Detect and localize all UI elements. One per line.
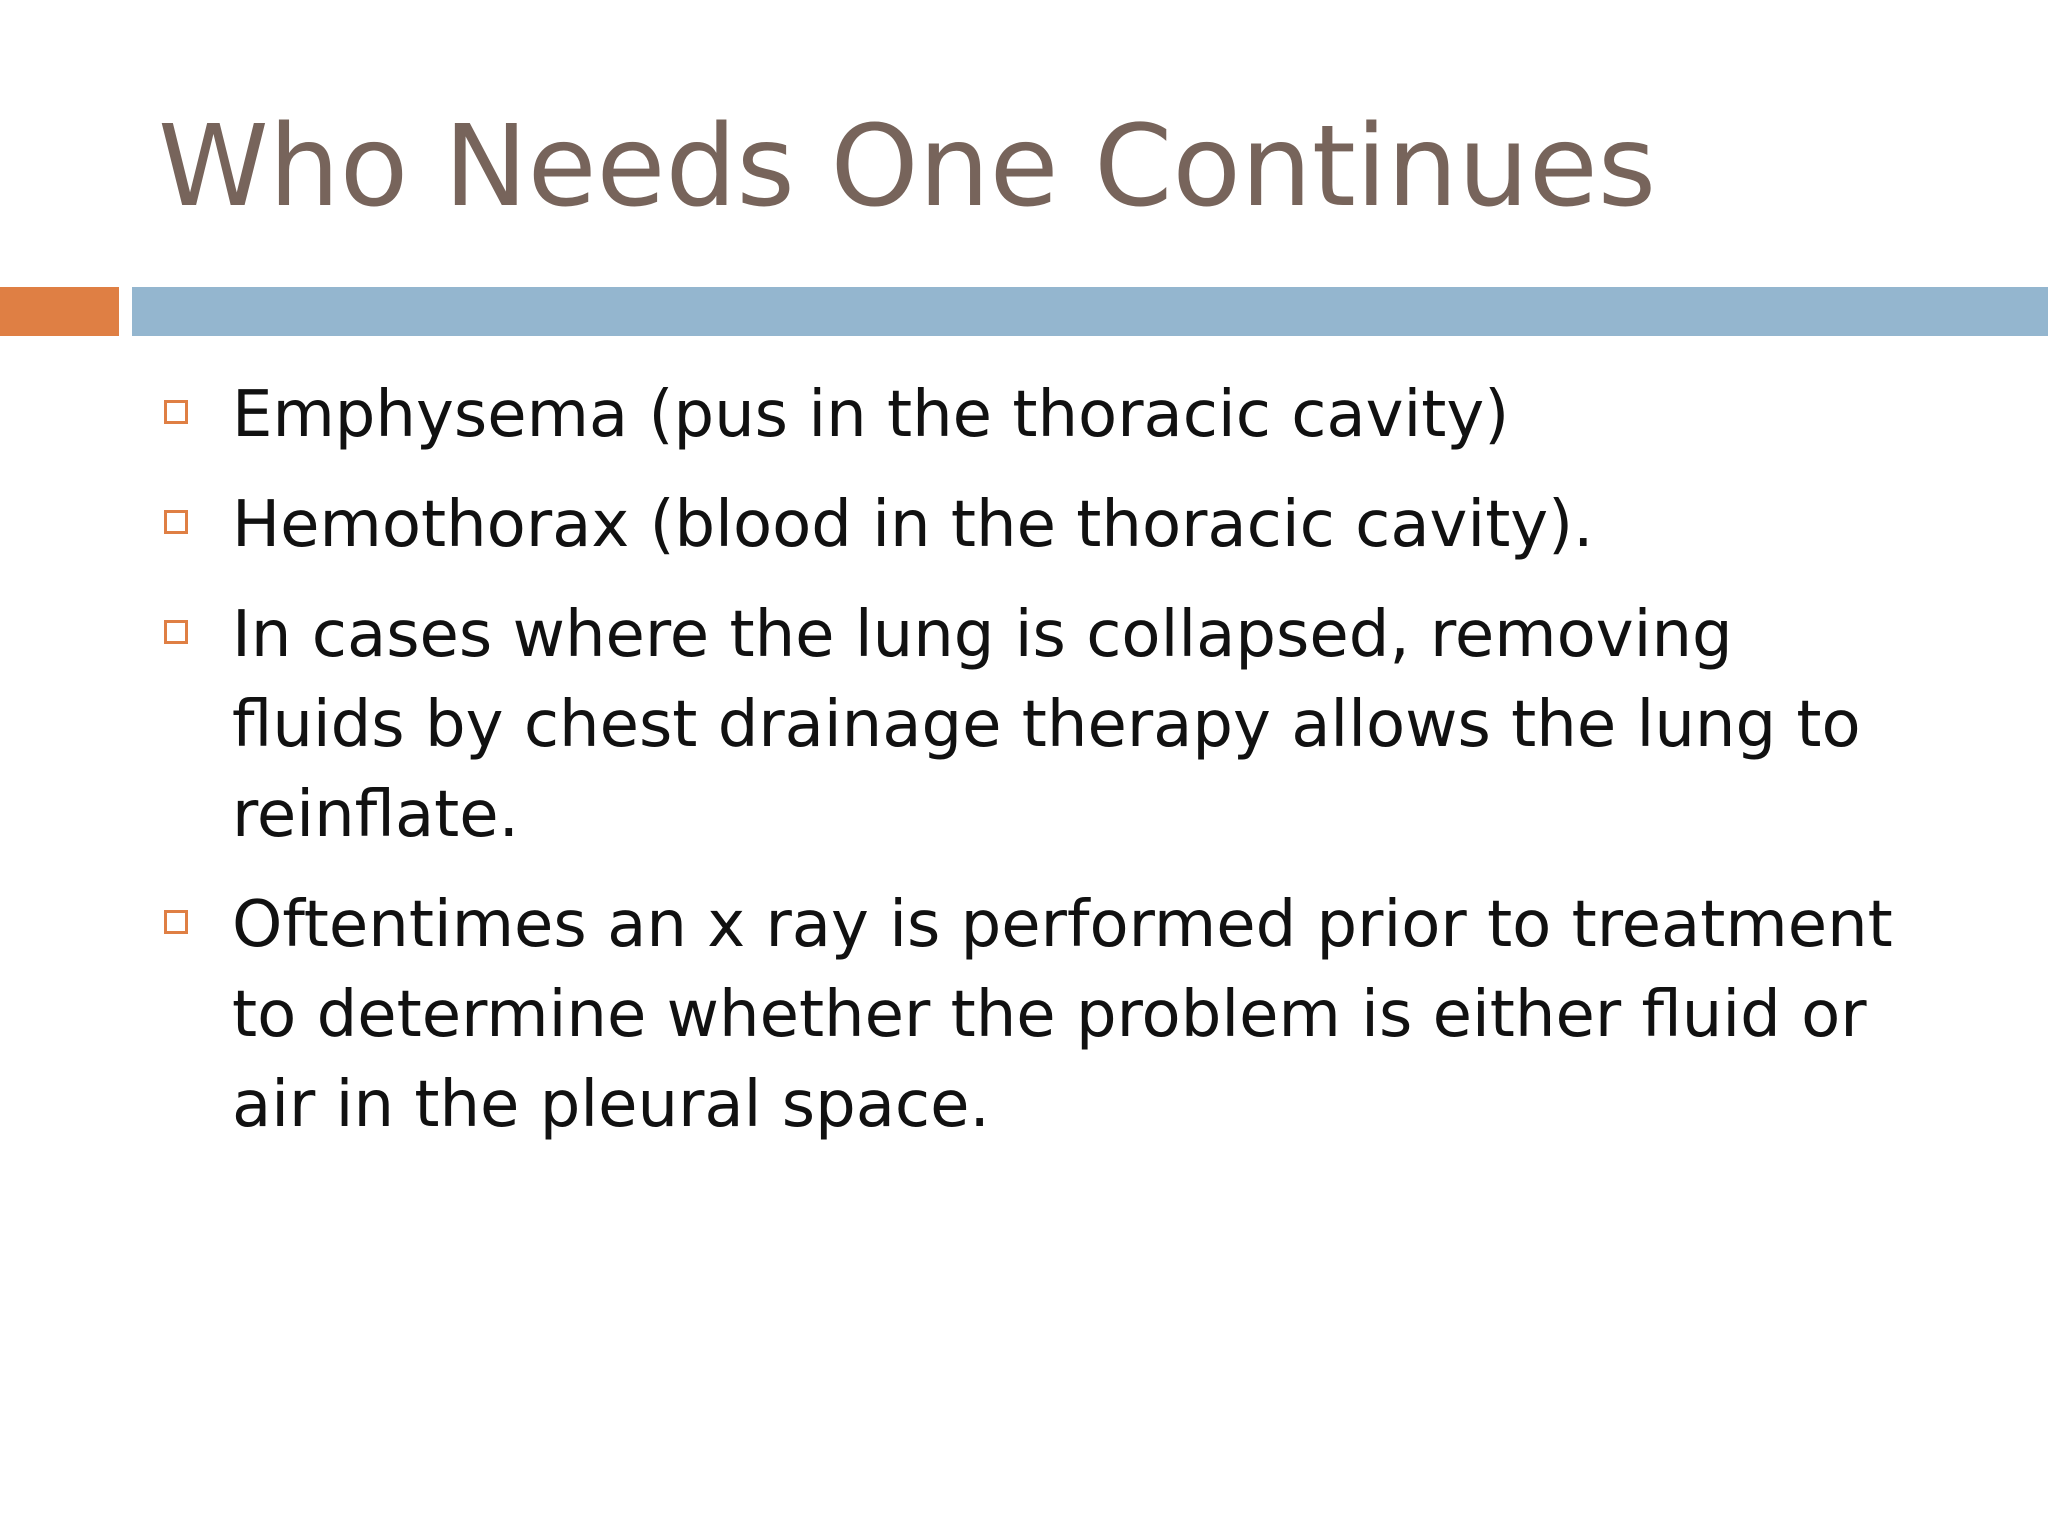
square-bullet-icon <box>164 910 188 934</box>
square-bullet-icon <box>164 510 188 534</box>
bullet-item <box>160 880 1920 1150</box>
bullet-item <box>160 370 1920 460</box>
square-bullet-icon <box>164 620 188 644</box>
bullet-item <box>160 590 1920 860</box>
title-accent-bar <box>0 287 119 336</box>
bullet-item <box>160 480 1920 570</box>
bullet-text: Oftentimes an x ray is performed prior to treatment to determine whether the problem is either fluid or air in the pleural space. <box>232 888 1893 1142</box>
title-divider-bar <box>132 287 2048 336</box>
bullet-text: Hemothorax (blood in the thoracic cavity). <box>232 488 1594 562</box>
square-bullet-icon <box>164 400 188 424</box>
slide-title: Who Needs One Continues <box>158 102 1657 232</box>
bullet-list <box>160 370 1920 1170</box>
bullet-text: Emphysema (pus in the thoracic cavity) <box>232 378 1510 452</box>
bullet-text: In cases where the lung is collapsed, removing fluids by chest drainage therapy allows the lung to reinflate. <box>232 598 1861 852</box>
